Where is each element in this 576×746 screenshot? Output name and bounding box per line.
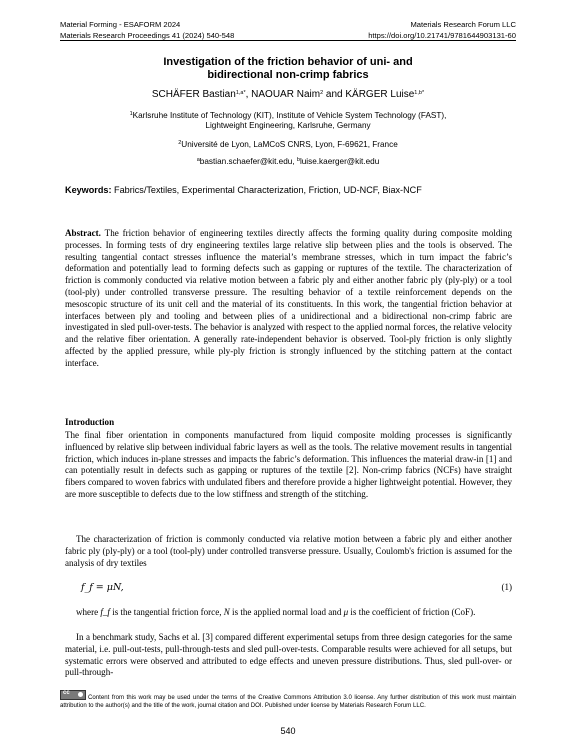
author-2: , NAOUAR Naim (245, 89, 321, 100)
publisher-name: Materials Research Forum LLC (410, 20, 516, 29)
author-2-affil: 2 (320, 90, 324, 96)
page-number: 540 (280, 726, 296, 736)
title-line-2: bidirectional non-crimp fabrics (207, 69, 369, 81)
intro-paragraph-2: The characterization of friction is commonly conducted via relative motion between a fabric ply and either another fabric ply (ply-ply) or a tool (tool-ply) under controlled transverse pressure. Usually, Coulomb's friction is assumed for the analysis of dry textiles (65, 534, 512, 568)
affiliation-1-line-1: Karlsruhe Institute of Technology (KIT), Institute of Vehicle System Technology (FAST), (132, 111, 447, 120)
author-emails: $^a$bastian.schaefer@kit.edu, $^b$luise.kaerger@kit.edu (196, 157, 380, 166)
license-footnote (60, 690, 516, 710)
keywords-label: Keywords: (65, 185, 112, 195)
intro-paragraph-3: where f_f is the tangential friction force, N is the applied normal load and μ is the coefficient of friction (CoF). (76, 607, 476, 617)
paper-title (60, 56, 516, 82)
running-header-bottom (60, 31, 516, 40)
equation-number: (1) (501, 582, 512, 592)
section-heading-introduction: Introduction (65, 417, 115, 427)
header-divider (60, 40, 516, 41)
creative-commons-icon[interactable] (60, 690, 86, 700)
intro-paragraph-4: In a benchmark study, Sachs et al. [3] compared different experimental setups from three design categories for the same material, i.e. pull-out-tests, pull-through-tests and sled pull-over-tests. Comparable results were achieved for all setups, but systematic errors were observed and attributed to edge effects and uneven pressure distributions. Thus, sled pull-over- or pull-through- (65, 632, 512, 678)
keywords-text: Fabrics/Textiles, Experimental Characterization, Friction, UD-NCF, Biax-NCF (111, 185, 422, 195)
equation-1 (65, 582, 512, 596)
affiliation-2: $^2$Université de Lyon, LaMCoS CNRS, Lyon, F-69621, France (178, 140, 398, 149)
proceedings-citation: Materials Research Proceedings 41 (2024) 540-548 (60, 31, 235, 40)
author-1: SCHÄFER Bastian (151, 89, 236, 100)
abstract-text: The friction behavior of engineering textiles directly affects the forming quality during composite molding processes. In forming tests of dry engineering textiles large relative slip between plies and the tools is observed. The resulting tangential contact stresses influence the material’s membrane stresses, which in turn impact the fabric’s deformation and potentially lead to forming defects such as gapping or ruptures of the textile. The characterization of friction is commonly conducted via relative motion between a fabric ply and either another fabric ply (ply-ply) or a tool (tool-ply) under controlled transverse pressure. The resulting behavior of a textile reinforcement depends on the mesoscopic structure of its unit cell and the material of its constituents. In this work, the tangential friction behavior at interfaces between ply and tooling and between plies of a unidirectional and a bidirectional non-crimp fabric are investigated in sled pull-over-tests. The behavior is analyzed with respect to the applied normal forces, the relative velocity and the relative fiber orientation. A generally rate-independent behavior is observed. Tool-ply friction is only slightly affected by the applied pressure, while ply-ply friction is strongly influenced by the stitching pattern at the contact interface. (65, 228, 512, 368)
author-1-affil: 1,a* (235, 90, 246, 96)
author-list (60, 89, 516, 101)
license-text: Content from this work may be used under the terms of the Creative Commons Attribution 3.0 license. Any further distribution of this work must maintain attribution to the author(s) and the title of the work, journal citation and DOI. Published under license by Materials Research Forum LLC. (60, 694, 516, 709)
affiliation-1-line-2: Lightweight Engineering, Karlsruhe, Germany (205, 121, 371, 130)
doi-link[interactable]: https://doi.org/10.21741/9781644903131-60 (368, 31, 516, 40)
author-3-affil: 1,b* (414, 90, 425, 96)
intro-paragraph-1: The final fiber orientation in components manufactured from liquid composite molding processes is significantly influenced by relative slip between individual fabric layers as well as the tools. The relative movement results in tangential friction, which induces in-plane stresses and impacts the fabric’s deformation. This influences the material draw-in [1] and can potentially result in defects such as gapping or ruptures of the textile [2]. Non-crimp fabrics (NCFs) have straight fibers compared to woven fabrics with undulated fibers and therefore provide a higher lightweight potential. However, they are more susceptible to defects due to the low stiffness and strength of the stitching. (65, 430, 512, 499)
keywords (65, 184, 512, 196)
email-a[interactable]: bastian.schaefer@kit.edu, (199, 157, 297, 166)
symbol-friction-force: f_f (100, 607, 110, 617)
author-3: and KÄRGER Luise (323, 89, 415, 100)
symbol-cof: μ (343, 607, 349, 617)
abstract (65, 228, 512, 370)
equation-formula: f_f = μN, (81, 582, 124, 593)
symbol-normal-load: N (223, 607, 230, 617)
affiliation-1: $^1$Karlsruhe Institute of Technology (KIT), Institute of Vehicle System Technology (FAST), Lightweight Engineering, Karlsruhe, Germany (60, 111, 516, 131)
email-b[interactable]: luise.kaerger@kit.edu (299, 157, 380, 166)
abstract-label: Abstract. (65, 228, 101, 238)
journal-name: Material Forming - ESAFORM 2024 (60, 20, 181, 29)
title-line-1: Investigation of the friction behavior of uni- and (163, 56, 413, 68)
running-header-top (60, 20, 516, 29)
